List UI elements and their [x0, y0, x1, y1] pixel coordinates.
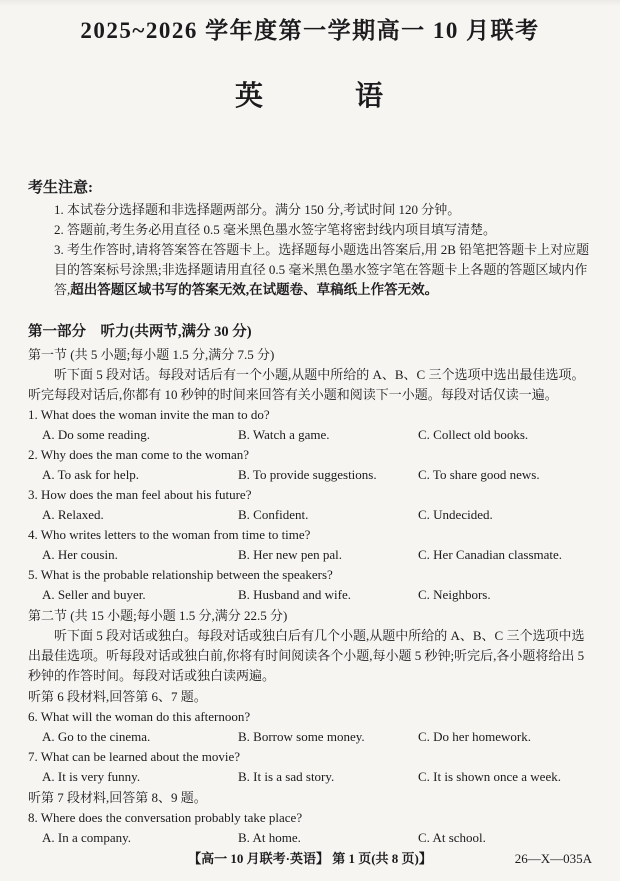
section1-heading: 第一节 (共 5 小题;每小题 1.5 分,满分 7.5 分)	[28, 347, 275, 362]
question-1	[28, 405, 592, 445]
notice-label: 考生注意:	[28, 180, 93, 196]
notice-item-1: 1. 本试卷分选择题和非选择题两部分。满分 150 分,考试时间 120 分钟。	[54, 202, 461, 217]
question-4-option-a: A. Her cousin.	[42, 547, 118, 562]
question-2-option-c: C. To share good news.	[418, 467, 540, 482]
question-4-text: 4. Who writes letters to the woman from time to time?	[28, 527, 311, 542]
question-7	[28, 747, 592, 787]
notice-item-2: 2. 答题前,考生务必用直径 0.5 毫米黑色墨水签字笔将密封线内项目填写清楚。	[54, 222, 497, 237]
question-5-text: 5. What is the probable relationship between the speakers?	[28, 567, 333, 582]
question-2-option-a: A. To ask for help.	[42, 467, 140, 482]
question-5-option-a: A. Seller and buyer.	[42, 587, 146, 602]
section2-heading: 第二节 (共 15 小题;每小题 1.5 分,满分 22.5 分)	[28, 608, 288, 623]
part1-heading: 第一部分 听力(共两节,满分 30 分)	[28, 324, 252, 340]
question-7-option-b: B. It is a sad story.	[238, 769, 335, 784]
question-4-option-c: C. Her Canadian classmate.	[418, 547, 563, 562]
question-1-options	[28, 425, 592, 445]
exam-subject: 英 语	[234, 81, 385, 112]
question-4-option-b: B. Her new pen pal.	[238, 547, 342, 562]
footer-paper-code: 26—X—035A	[514, 851, 592, 866]
notice-item-3	[54, 240, 592, 300]
question-3-option-c: C. Undecided.	[418, 507, 493, 522]
question-1-option-b: B. Watch a game.	[238, 427, 330, 442]
question-2	[28, 445, 592, 485]
question-3-text: 3. How does the man feel about his future?	[28, 487, 252, 502]
question-7-options	[28, 767, 592, 787]
question-2-option-b: B. To provide suggestions.	[238, 467, 377, 482]
material-line-6: 听第 6 段材料,回答第 6、7 题。	[28, 689, 207, 704]
question-1-text: 1. What does the woman invite the man to do?	[28, 407, 270, 422]
question-6-option-b: B. Borrow some money.	[238, 729, 365, 744]
question-3	[28, 485, 592, 525]
section2-instructions: 听下面 5 段对话或独白。每段对话或独白后有几个小题,从题中所给的 A、B、C 三个选项中选出最佳选项。听每段对话或独白前,你将有时间阅读各个小题,每小题 5 秒钟;听完后,各小题将给出 5 秒钟的作答时间。每段对话或独白读两遍。	[28, 628, 585, 683]
question-8-text: 8. Where does the conversation probably take place?	[28, 810, 303, 825]
question-8	[28, 808, 592, 848]
page-footer	[28, 849, 592, 871]
question-3-options	[28, 505, 592, 525]
question-4-options	[28, 545, 592, 565]
question-7-option-a: A. It is very funny.	[42, 769, 141, 784]
question-5-option-b: B. Husband and wife.	[238, 587, 352, 602]
question-6	[28, 707, 592, 747]
question-6-options	[28, 727, 592, 747]
question-7-text: 7. What can be learned about the movie?	[28, 749, 241, 764]
question-5	[28, 565, 592, 605]
exam-title: 2025~2026 学年度第一学期高一 10 月联考	[80, 18, 540, 43]
question-6-option-a: A. Go to the cinema.	[42, 729, 151, 744]
material-line-7: 听第 7 段材料,回答第 8、9 题。	[28, 790, 207, 805]
question-8-options	[28, 828, 592, 848]
question-6-text: 6. What will the woman do this afternoon?	[28, 709, 251, 724]
notice-item-3-warning: 超出答题区域书写的答案无效,在试题卷、草稿纸上作答无效。	[70, 282, 439, 297]
question-1-option-a: A. Do some reading.	[42, 427, 150, 442]
question-6-option-c: C. Do her homework.	[418, 729, 532, 744]
question-2-options	[28, 465, 592, 485]
candidate-notice	[28, 176, 592, 300]
question-8-option-c: C. At school.	[418, 830, 486, 845]
question-4	[28, 525, 592, 565]
question-7-option-c: C. It is shown once a week.	[418, 769, 561, 784]
question-5-option-c: C. Neighbors.	[418, 587, 491, 602]
notice-item-3-text: 3. 考生作答时,请将答案答在答题卡上。选择题每小题选出答案后,用 2B 铅笔把答题卡上对应题目的答案标号涂黑;非选择题请用直径 0.5 毫米黑色墨水签字笔在答题卡上各题的答题区域内作答,	[54, 242, 590, 297]
question-3-option-b: B. Confident.	[238, 507, 309, 522]
question-2-text: 2. Why does the man come to the woman?	[28, 447, 250, 462]
footer-title-page: 【高一 10 月联考·英语】 第 1 页(共 8 页)】	[188, 851, 432, 866]
question-1-option-c: C. Collect old books.	[418, 427, 529, 442]
question-5-options	[28, 585, 592, 605]
question-8-option-b: B. At home.	[238, 830, 301, 845]
question-3-option-a: A. Relaxed.	[42, 507, 104, 522]
question-8-option-a: A. In a company.	[42, 830, 132, 845]
section1-instructions: 听下面 5 段对话。每段对话后有一个小题,从题中所给的 A、B、C 三个选项中选出最佳选项。听完每段对话后,你都有 10 秒钟的时间来回答有关小题和阅读下一小题。每段对话仅读一遍。	[28, 367, 585, 402]
